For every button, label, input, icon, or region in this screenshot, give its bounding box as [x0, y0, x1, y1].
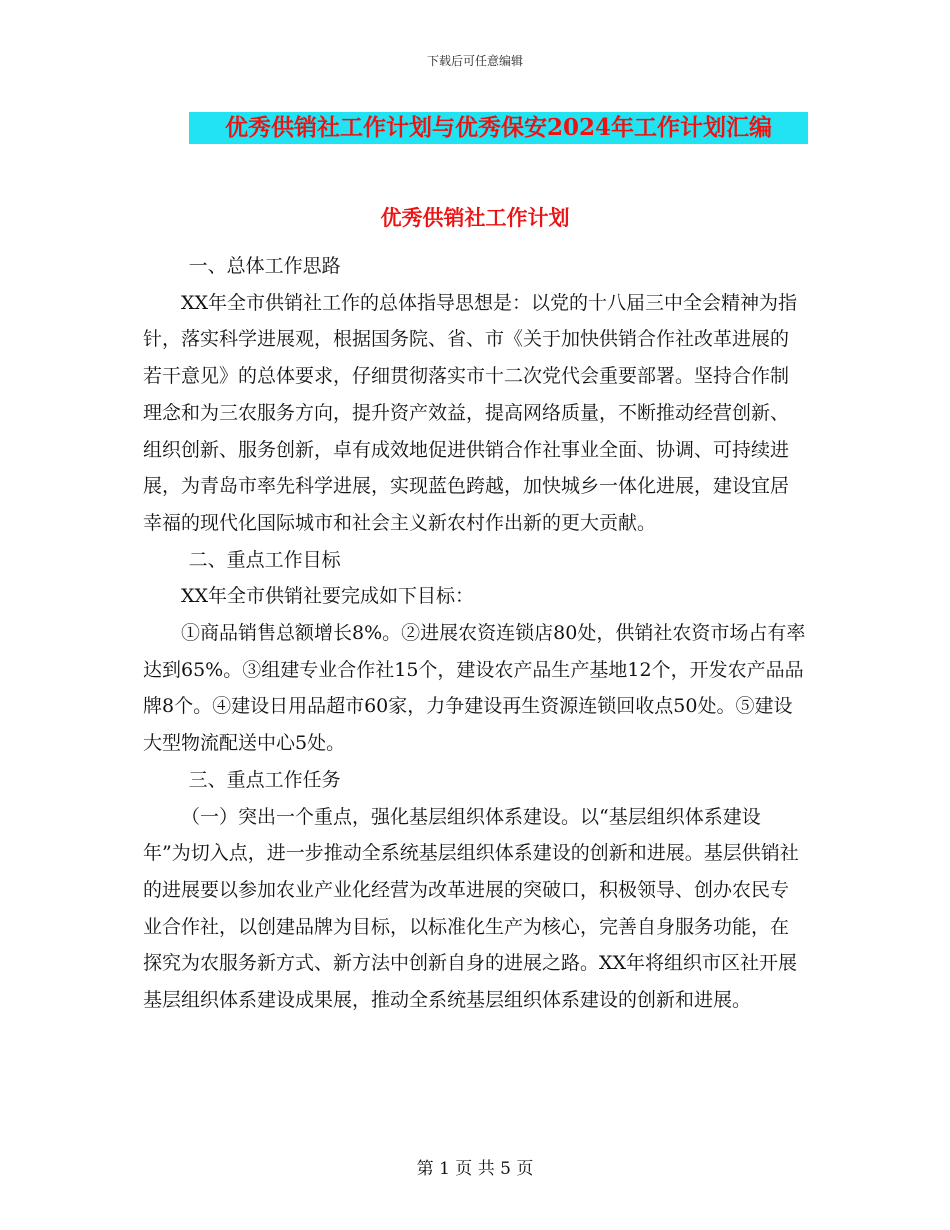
body-paragraph: （一）突出一个重点，强化基层组织体系建设。以“基层组织体系建设年”为切入点，进一步推动全系统基层组织体系建设的创新和进展。基层供销社的进展要以参加农业产业化经营为改革进展的突破口，积极领导、创办农民专业合作社，以创建品牌为目标，以标准化生产为核心，完善自身服务功能，在探究为农服务新方式、新方法中创新自身的进展之路。XX年将组织市区社开展基层组织体系建设成果展，推动全系统基层组织体系建设的创新和进展。 — [143, 805, 799, 1012]
section-heading: 一、总体工作思路 — [188, 255, 341, 277]
header-note: 下载后可任意编辑 — [426, 54, 523, 68]
document-body — [143, 248, 807, 1019]
document-title: 优秀供销社工作计划与优秀保安2024年工作计划汇编 — [189, 112, 808, 144]
section-title: 优秀供销社工作计划 — [380, 205, 570, 230]
body-paragraph: XX年全市供销社要完成如下目标： — [181, 585, 475, 608]
page-footer: 第 1 页 共 5 页 — [416, 1159, 534, 1179]
section-heading: 三、重点工作任务 — [188, 768, 341, 791]
section-heading: 二、重点工作目标 — [188, 548, 341, 571]
body-paragraph: ①商品销售总额增长8%。②进展农资连锁店80处，供销社农资市场占有率达到65%。③组建专业合作社15个，建设农产品生产基地12个，开发农产品品牌8个。④建设日用品超市60家，力争建设再生资源连锁回收点50处。⑤建设大型物流配送中心5处。 — [143, 622, 806, 755]
body-paragraph: XX年全市供销社工作的总体指导思想是：以党的十八届三中全会精神为指针，落实科学进展观，根据国务院、省、市《关于加快供销合作社改革进展的若干意见》的总体要求，仔细贯彻落实市十二次党代会重要部署。坚持合作制理念和为三农服务方向，提升资产效益，提高网络质量，不断推动经营创新、组织创新、服务创新，卓有成效地促进供销合作社事业全面、协调、可持续进展，为青岛市率先科学进展，实现蓝色跨越，加快城乡一体化进展，建设宜居幸福的现代化国际城市和社会主义新农村作出新的更大贡献。 — [143, 291, 798, 534]
